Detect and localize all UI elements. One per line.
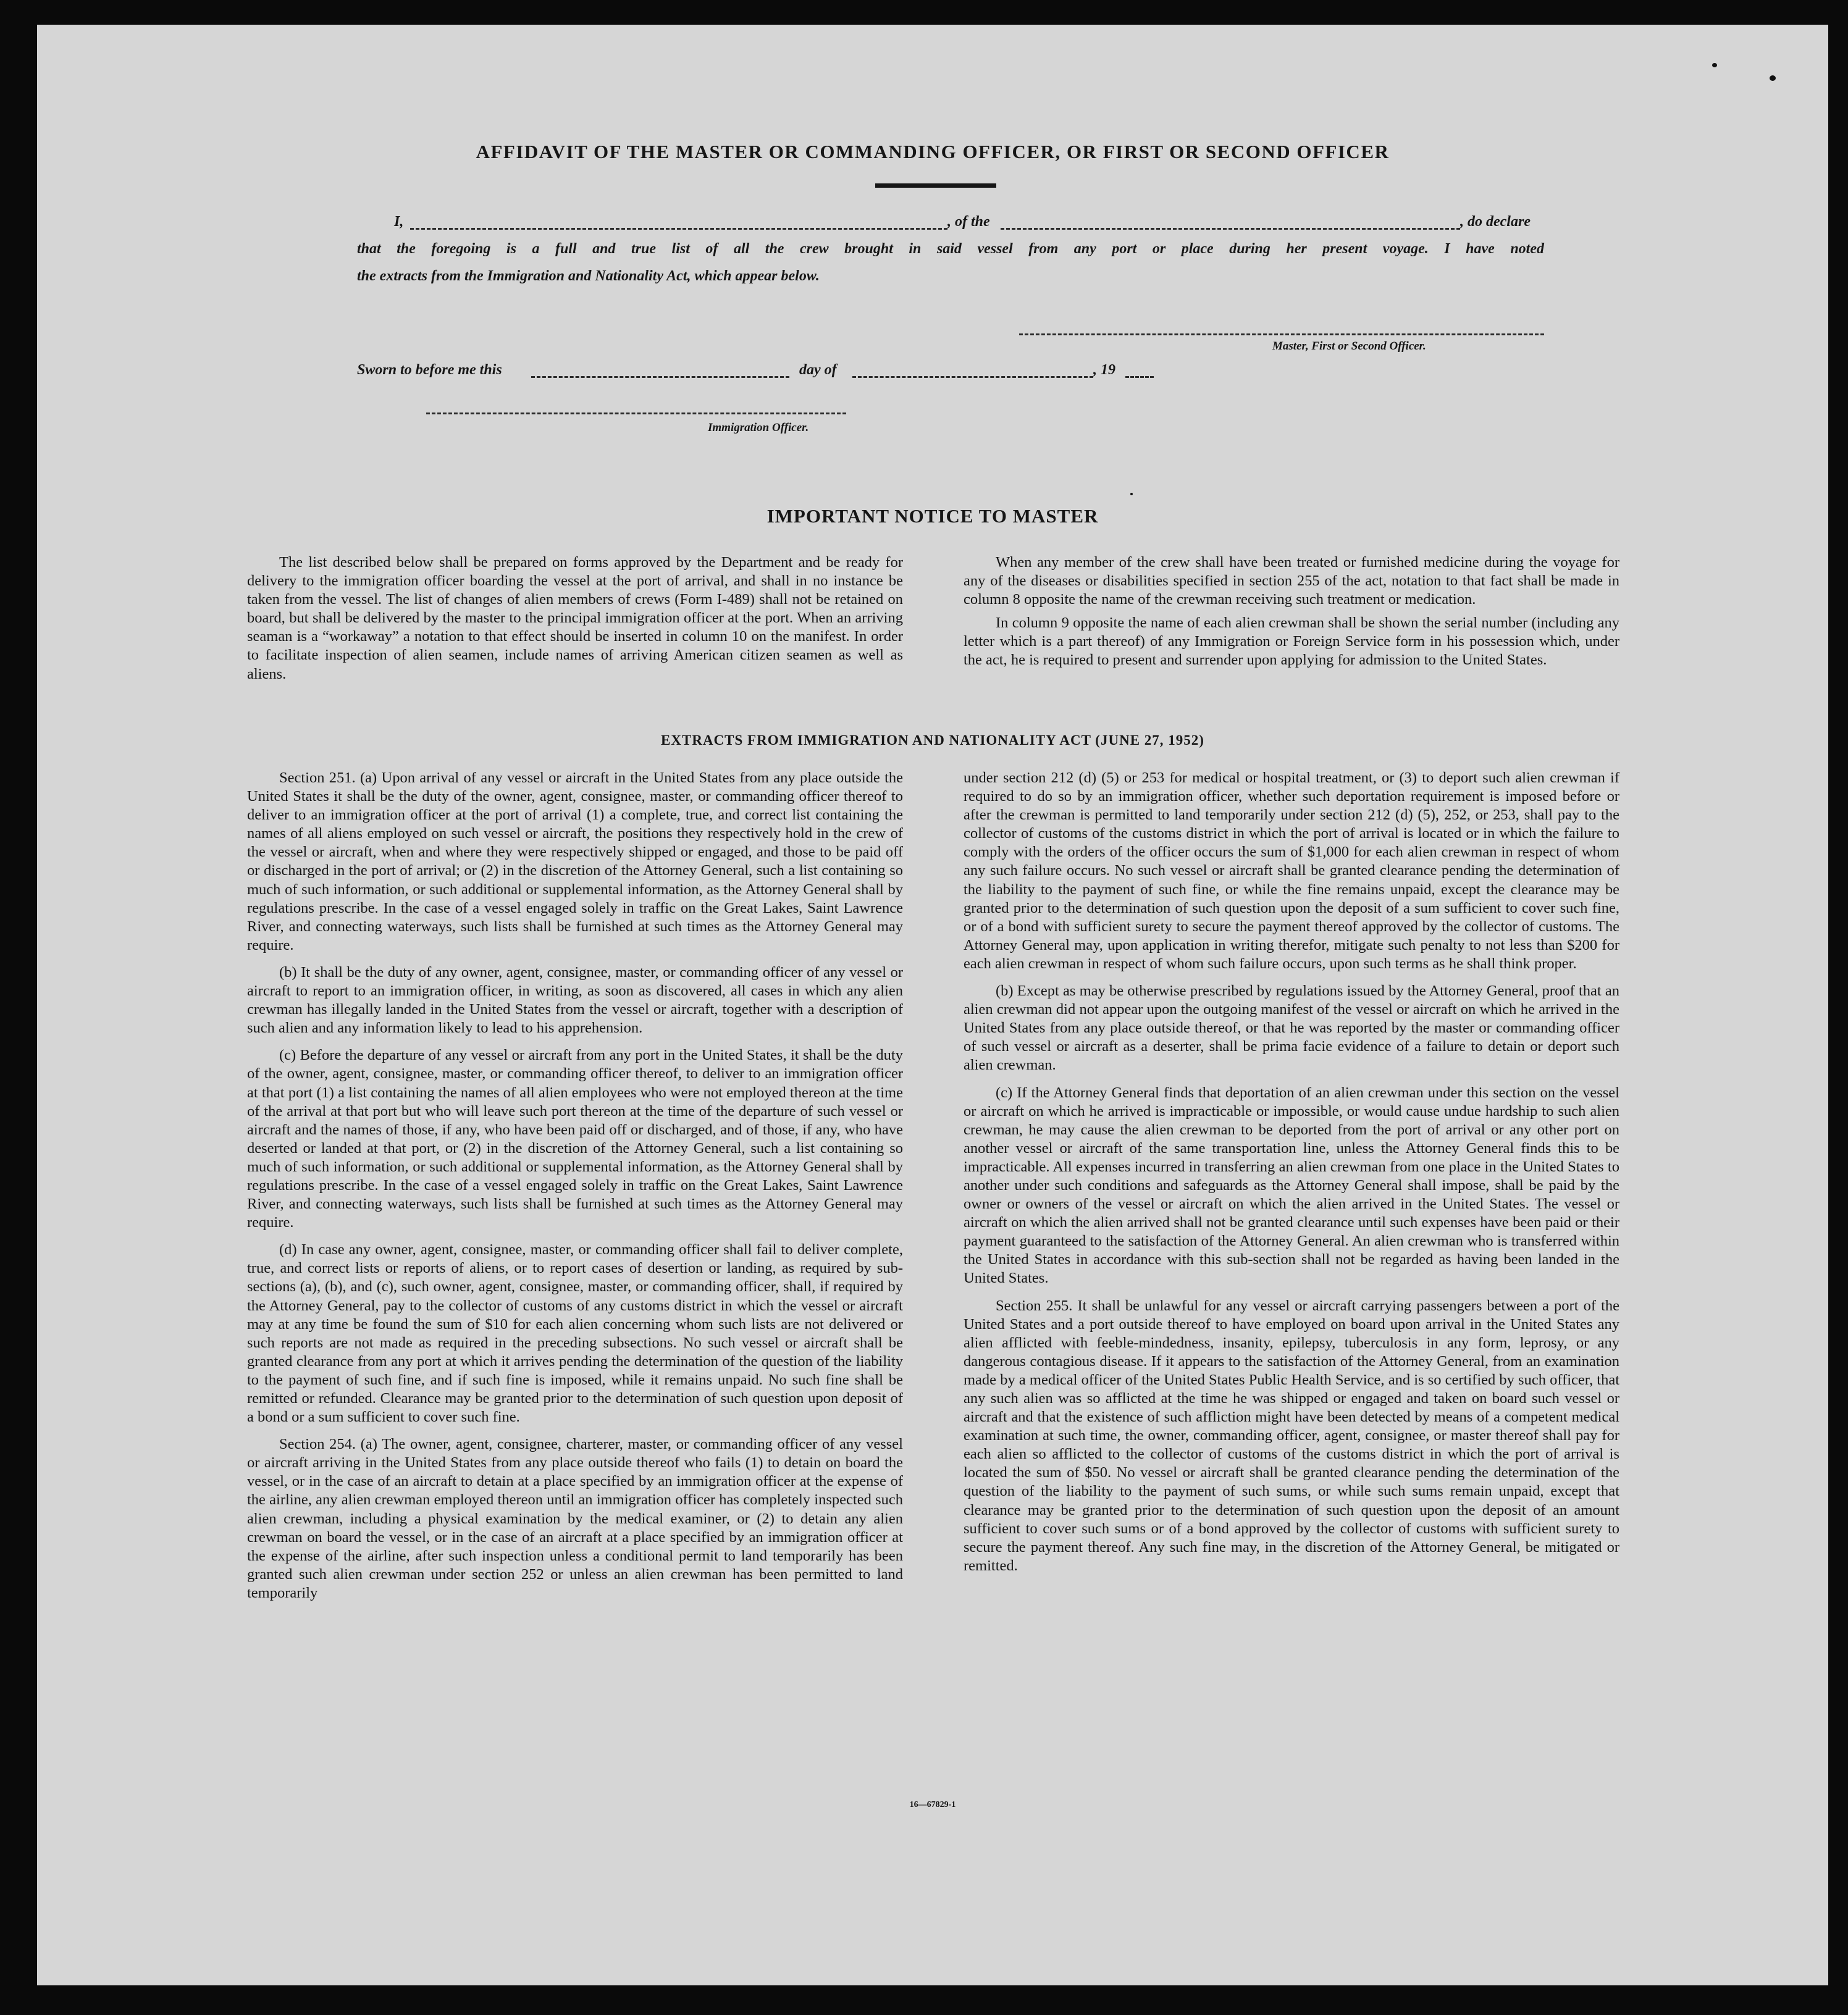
extract-paragraph: Section 251. (a) Upon arrival of any vessel or aircraft in the United States from any place outside the United States it shall be the duty of the owner, agent, consignee, master, or commanding officer thereof to deliver to an immigration officer at the port of arrival (1) a complete, true, and correct list containing the names of all aliens employed on such vessel or aircraft, the positions they respectively hold in the crew of the vessel or aircraft, when and where they were respectively shipped or engaged, and those to be paid off or discharged in the port of arrival; or (2) in the discretion of the Attorney General, such a list containing so much of such information, or such additional or supplemental information, as the Attorney General shall by regulations prescribe. In the case of a vessel engaged solely in traffic on the Great Lakes, Saint Lawrence River, and connecting waterways, such lists shall be furnished at such times as the Attorney General may require. [247,769,903,953]
extracts-title: EXTRACTS FROM IMMIGRATION AND NATIONALITY ACT (JUNE 27, 1952) [661,732,1204,748]
year-blank-line[interactable] [1125,376,1154,378]
i-label: I, [394,214,404,230]
scan-speck [1130,493,1133,495]
document-page [37,25,1828,1985]
master-signature-line[interactable] [1019,333,1544,335]
day-of-label: day of [799,362,837,378]
notice-title: IMPORTANT NOTICE TO MASTER [766,505,1099,527]
officer-signature-line[interactable] [426,413,846,414]
master-signature-caption: Master, First or Second Officer. [1272,340,1426,353]
extract-paragraph: (c) If the Attorney General finds that deportation of an alien crewman under this section on the vessel or aircraft on which he arrived is impracticable or impossible, or would cause undue hardship to such alien crewman, he may cause the alien crewman to be deported from the port of arrival or any other port on another vessel or aircraft of the same transportation line, unless the Attorney General finds this to be impracticable. All expenses incurred in transferring an alien crewman from one place in the United States to another under such conditions and safeguards as the Attorney General shall impose, shall be paid by the owner or owners of the vessel or aircraft on which the alien arrived in the United States. The vessel or aircraft on which the alien arrived shall not be granted clearance until such expenses have been paid or their payment guaranteed to the satisfaction of the Attorney General. An alien crewman who is transferred within the United States in accordance with this sub-section shall not be regarded as having been landed in the United States. [964,1084,1619,1287]
extracts-right-column [964,769,1619,1580]
year-label: , 19 [1093,362,1115,378]
of-the-label: , of the [947,214,990,230]
notice-paragraph: When any member of the crew shall have been treated or furnished medicine during the voyage for any of the diseases or disabilities specified in section 255 of the act, notation to that fact shall be made in column 8 opposite the name of the crewman receiving such treatment or medication. [964,554,1619,608]
extract-paragraph: (b) It shall be the duty of any owner, agent, consignee, master, or commanding officer of any vessel or aircraft to report to an immigration officer, in writing, as soon as discovered, all cases in which any alien crewman has illegally landed in the United States from the vessel or aircraft, together with a description of such alien and any information likely to lead to his apprehension. [247,963,903,1037]
sworn-label: Sworn to before me this [357,362,502,378]
extract-paragraph: Section 255. It shall be unlawful for any vessel or aircraft carrying passengers between a port of the United States and a port outside thereof to have employed on board upon arrival in the United States any alien afflicted with feeble-mindedness, insanity, epilepsy, tuberculosis in any form, leprosy, or any dangerous contagious disease. If it appears to the satisfaction of the Attorney General, from an examination made by a medical officer of the United States Public Health Service, and is so certified by such officer, that any such alien was so afflicted at the time he was shipped or engaged and taken on board such vessel or aircraft and that the existence of such affliction might have been detected by means of a competent medical examination at such time, the owner, commanding officer, agent, consignee, or master thereof shall pay for each alien so afflicted to the collector of customs of the customs district in which the port of arrival is located the sum of $50. No vessel or aircraft shall be granted clearance pending the determination of the question of the liability to the payment of such sums, or while such sums remain unpaid, except that clearance may be granted prior to the determination of such question upon the deposit of an amount sufficient to cover such sums or of a bond approved by the collector of customs with sufficient surety to secure the payment thereof. Any such fine may, in the discretion of the Attorney General, be mitigated or remitted. [964,1297,1619,1574]
declaration-line-2: the extracts from the Immigration and Nationality Act, which appear below. [357,268,820,284]
declaration-line-1: that the foregoing is a full and true list of all the crew brought in said vessel from any port or place during her present voyage. I have noted [357,241,1544,257]
name-blank-line[interactable] [410,228,947,230]
extracts-left-column [247,769,903,1607]
extract-paragraph: (d) In case any owner, agent, consignee, master, or commanding officer shall fail to deliver complete, true, and correct lists or reports of aliens, or to report cases of desertion or landing, as required by sub-sections (a), (b), and (c), such owner, agent, consignee, master, or commanding officer, shall, if required by the Attorney General, pay to the collector of customs of any customs district in which the vessel or aircraft may at any time be found the sum of $10 for each alien concerning whom such lists are not delivered or such reports are not made as required in the preceding subsections. No such vessel or aircraft shall be granted clearance from any port at which it arrives pending the determination of the question of the liability to the payment of such fine, and if such fine is imposed, while it remains unpaid. No such fine shall be remitted or refunded. Clearance may be granted prior to the determination of such question upon deposit of a bond or a sum sufficient to cover such fine. [247,1241,903,1426]
extract-paragraph: (b) Except as may be otherwise prescribed by regulations issued by the Attorney General, proof that an alien crewman did not appear upon the outgoing manifest of the vessel or aircraft on which he arrived in the United States from any place outside thereof, or that he was reported by the master or commanding officer of such vessel or aircraft as a deserter, shall be prima facie evidence of a failure to detain or deport such alien crewman. [964,982,1619,1074]
scan-speck [1770,75,1776,81]
extract-paragraph: Section 254. (a) The owner, agent, consignee, charterer, master, or commanding officer of any vessel or aircraft arriving in the United States from any place outside thereof who fails (1) to detain on board the vessel, or in the case of an aircraft to detain at a place specified by an immigration officer at the expense of the airline, any alien crewman employed thereon until an immigration officer has completely inspected such alien crewman, including a physical examination by the medical examiner, or (2) to detain any alien crewman on board the vessel, or in the case of an aircraft at a place specified by an immigration officer at the expense of the airline, after such inspection unless a conditional permit to land temporarily has been granted such alien crewman under section 252 or unless an alien crewman has been permitted to land temporarily [247,1436,903,1601]
vessel-blank-line[interactable] [1001,228,1460,230]
title-underline [875,183,996,188]
sworn-month-blank-line[interactable] [852,376,1093,378]
do-declare-label: , do declare [1460,214,1531,230]
notice-paragraph: The list described below shall be prepared on forms approved by the Department and be ready for delivery to the immigration officer boarding the vessel at the port of arrival, and shall in no instance be taken from the vessel. The list of changes of alien members of crews (Form I-489) shall not be retained on board, but shall be delivered by the master to the principal immigration officer at the port. When an arriving seaman is a “workaway” a notation to that effect should be inserted in column 10 on the manifest. In order to facilitate inspection of alien seamen, include names of arriving American citizen seamen as well as aliens. [247,554,903,682]
officer-signature-caption: Immigration Officer. [708,421,809,434]
extract-paragraph: (c) Before the departure of any vessel or aircraft from any port in the United States, it shall be the duty of the owner, agent, consignee, master, or commanding officer thereof, to deliver to an immigration officer at that port (1) a list containing the names of all alien employees who were not employed thereon at the time of the arrival at that port but who will leave such port thereon at the time of the departure of such vessel or aircraft and the names of those, if any, who have been paid off or discharged, and of those, if any, who have deserted or landed at that port, or (2) in the discretion of the Attorney General, such a list containing so much of such information, or such additional or supplemental information, as the Attorney General shall by regulations prescribe. In the case of a vessel engaged solely in traffic on the Great Lakes, Saint Lawrence River, and connecting waterways, such lists shall be furnished at such times as the Attorney General may require. [247,1047,903,1231]
notice-left-column [247,553,903,689]
form-number: 16—67829-1 [909,1800,956,1809]
notice-paragraph: In column 9 opposite the name of each alien crewman shall be shown the serial number (including any letter which is a part thereof) of any Immigration or Foreign Service form in his possession which, under the act, he is required to present and surrender upon applying for admission to the United States. [964,614,1619,669]
sworn-day-blank-line[interactable] [531,376,789,378]
notice-right-column [964,553,1619,675]
affidavit-title: AFFIDAVIT OF THE MASTER OR COMMANDING OFFICER, OR FIRST OR SECOND OFFICER [476,141,1390,162]
extract-paragraph: under section 212 (d) (5) or 253 for medical or hospital treatment, or (3) to deport such alien crewman if required to do so by an immigration officer, whether such deportation requirement is imposed before or after the crewman is permitted to land temporarily under section 212 (d) (5), 252, or 253, shall pay to the collector of customs of the customs district in which the port of arrival is located or in which the failure to comply with the orders of the officer occurs the sum of $1,000 for each alien crewman in respect of whom any such failure occurs. No such vessel or aircraft shall be granted clearance pending the determination of the liability to the payment of such fine, or while the fine remains unpaid, except the clearance may be granted prior to the determination of such question upon the deposit of a sum sufficient to cover such fine, or of a bond with sufficient surety to secure the payment thereof approved by the collector of customs. The Attorney General may, upon application in writing therefor, mitigate such penalty to not less than $200 for each alien crewman in respect of whom such failure occurs, upon such terms as he shall think proper. [964,769,1619,972]
scan-speck [1712,63,1717,67]
